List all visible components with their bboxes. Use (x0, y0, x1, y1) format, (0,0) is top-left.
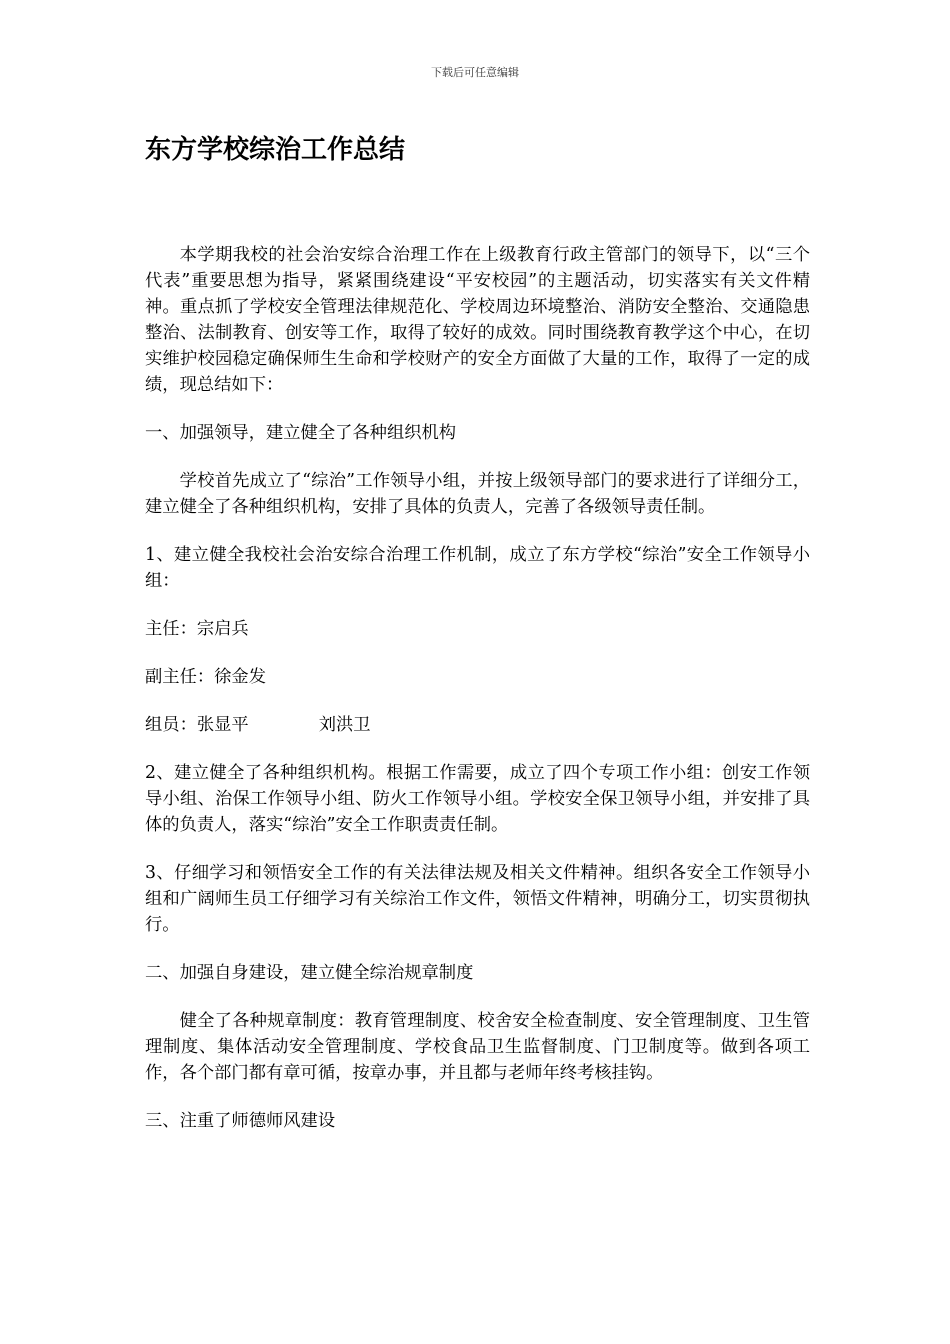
section-1-item-1: 1、建立健全我校社会治安综合治理工作机制，成立了东方学校“综治”安全工作领导小组： (145, 545, 810, 591)
section-2-paragraph: 健全了各种规章制度：教育管理制度、校舍安全检查制度、安全管理制度、卫生管理制度、集体活动安全管理制度、学校食品卫生监督制度、门卫制度等。做到各项工作，各个部门都有章可循，按章办事，并且都与老师年终考核挂钩。 (145, 1011, 810, 1083)
members-extra: 刘洪卫 (318, 715, 371, 735)
section-1-heading: 一、加强领导，建立健全了各种组织机构 (145, 423, 457, 443)
section-1-item-2: 2、建立健全了各种组织机构。根据工作需要，成立了四个专项工作小组：创安工作领导小组、治保工作领导小组、防火工作领导小组。学校安全保卫领导小组，并安排了具体的负责人，落实“综治”安全工作职责责任制。 (145, 763, 810, 835)
members-label: 组员：张显平 (145, 715, 249, 735)
intro-paragraph: 本学期我校的社会治安综合治理工作在上级教育行政主管部门的领导下，以“三个代表”重要思想为指导，紧紧围绕建设“平安校园”的主题活动，切实落实有关文件精神。重点抓了学校安全管理法律规范化、学校周边环境整治、消防安全整治、交通隐患整治、法制教育、创安等工作，取得了较好的成效。同时围绕教育教学这个中心，在切实维护校园稳定确保师生生命和学校财产的安全方面做了大量的工作，取得了一定的成绩，现总结如下： (145, 245, 810, 395)
header-note: 下载后可任意编辑 (431, 66, 519, 79)
document-title: 东方学校综治工作总结 (145, 135, 406, 165)
section-1-paragraph: 学校首先成立了“综治”工作领导小组，并按上级领导部门的要求进行了详细分工，建立健全了各种组织机构，安排了具体的负责人，完善了各级领导责任制。 (145, 471, 810, 517)
members-line (145, 712, 810, 738)
section-2-heading: 二、加强自身建设，建立健全综治规章制度 (145, 963, 474, 983)
director-line: 主任：宗启兵 (145, 619, 249, 639)
section-3-heading: 三、注重了师德师风建设 (145, 1111, 336, 1131)
deputy-director-line: 副主任：徐金发 (145, 667, 266, 687)
document-body (145, 242, 810, 1156)
section-1-item-3: 3、仔细学习和领悟安全工作的有关法律法规及相关文件精神。组织各安全工作领导小组和广阔师生员工仔细学习有关综治工作文件，领悟文件精神，明确分工，切实贯彻执行。 (145, 863, 810, 935)
